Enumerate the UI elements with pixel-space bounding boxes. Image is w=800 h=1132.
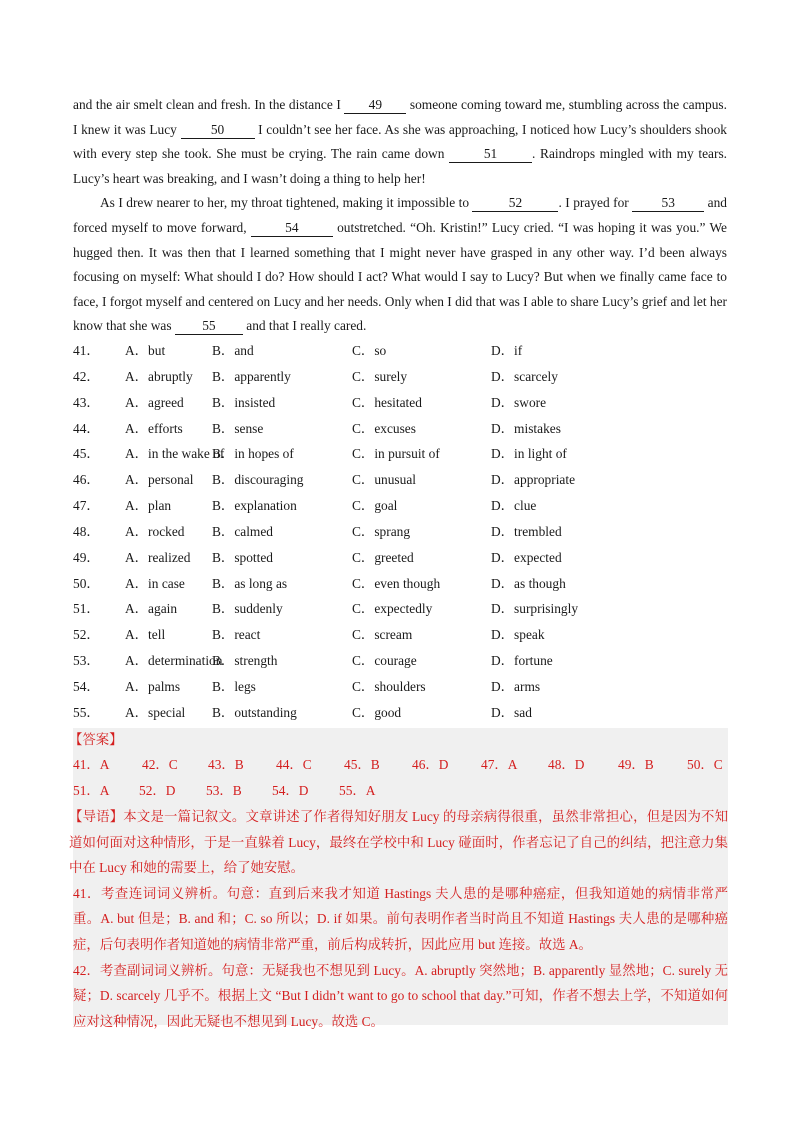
blank-53: 53 xyxy=(632,194,704,212)
blank-49: 49 xyxy=(344,96,406,114)
answer-key-item: 47．A xyxy=(481,757,518,772)
option-row-54 xyxy=(73,674,733,700)
option-c: C．goal xyxy=(352,498,398,514)
cloze-passage xyxy=(73,93,727,339)
option-b: B．react xyxy=(212,627,261,643)
option-b: B．sense xyxy=(212,420,264,436)
option-b: B．outstanding xyxy=(212,704,297,720)
option-b: B．legs xyxy=(212,678,256,694)
answer-section xyxy=(69,728,728,1029)
option-b: B．calmed xyxy=(212,523,273,539)
answer-key-item: 46．D xyxy=(412,757,449,772)
question-number: 47． xyxy=(73,498,100,514)
option-c: C．scream xyxy=(352,627,413,643)
passage-text: and forced myself to move forward, xyxy=(73,195,728,235)
option-a: A．personal xyxy=(125,472,194,488)
passage-text: outstretched. “Oh. Kristin!” Lucy cried. “I was hoping it was you.” We hugged then. It was then that I learned something that I might never have grasped in any other way. I’d been always focusing on myself: What should I do? How should I act? What would I say to Lucy? But when we finally came face to face, I forgot myself and centered on Lucy and her needs. Only when I did that was I able to share Lucy’s grief and let her know that she was xyxy=(73,219,727,334)
passage-text: I couldn’t see her face. As she was approaching, I noticed how Lucy’s shoulders shook with every step she took. She must be crying. The rain came down xyxy=(73,121,728,162)
option-b: B．explanation xyxy=(212,498,297,514)
answer-key-item: 44．C xyxy=(276,757,312,772)
passage-paragraph-2 xyxy=(73,191,727,339)
option-a: A．tell xyxy=(125,627,166,643)
answer-key-row-2 xyxy=(73,778,728,804)
answer-title: 【答案】 xyxy=(69,732,123,747)
option-b: B．spotted xyxy=(212,549,274,565)
blank-50: 50 xyxy=(181,121,255,139)
question-number: 48． xyxy=(73,523,100,539)
option-d: D．if xyxy=(491,343,523,358)
option-b: B．in hopes of xyxy=(212,446,294,462)
option-d: D．surprisingly xyxy=(491,601,579,617)
explanation-41: 41．考查连词词义辨析。句意：直到后来我才知道 Hastings 夫人患的是哪种癌症，但我知道她的病情非常严重。A. but 但是；B. and 和；C. so 所以；D. if 如果。前句表明作者当时尚且不知道 Hastings 夫人患的是哪种癌症，后句表明作者知道她的病情非常严重，前后构成转折，因此应用 but 连接。故选 A。 xyxy=(73,885,728,952)
explanation-42: 42．考查副词词义辨析。句意：无疑我也不想见到 Lucy。A. abruptly 突然地；B. apparently 显然地；C. surely 无疑；D. scarcely 几乎不。根据上文 “But I didn’t want to go to school that day.”可知，作者不想去上学，不知道如何应对这种情况，因此无疑也不想见到 Lucy。故选 C。 xyxy=(73,962,728,1029)
option-c: C．in pursuit of xyxy=(352,446,440,462)
option-row-46 xyxy=(73,467,733,493)
answer-key-item: 43．B xyxy=(208,757,244,772)
answer-key-row-1 xyxy=(73,752,728,778)
question-number: 44． xyxy=(73,420,100,436)
answer-key-item: 48．D xyxy=(548,757,585,772)
option-a: A．in the wake of xyxy=(125,446,225,462)
option-row-44 xyxy=(73,416,733,442)
option-b: B．and xyxy=(212,343,254,358)
option-b: B．as long as xyxy=(212,575,288,591)
option-d: D．expected xyxy=(491,549,562,565)
option-c: C．courage xyxy=(352,653,417,669)
option-c: C．hesitated xyxy=(352,394,422,410)
passage-text: . I prayed for xyxy=(558,195,633,211)
option-a: A．abruptly xyxy=(125,368,193,384)
option-row-45 xyxy=(73,441,733,467)
option-d: D．fortune xyxy=(491,653,553,669)
option-b: B．apparently xyxy=(212,368,291,384)
question-number: 41． xyxy=(73,343,100,358)
option-a: A．efforts xyxy=(125,420,183,436)
option-row-47 xyxy=(73,493,733,519)
answer-content xyxy=(69,728,728,1034)
answer-key-item: 55．A xyxy=(339,783,376,798)
answer-key-item: 42．C xyxy=(142,757,178,772)
answer-key-item: 53．B xyxy=(206,783,242,798)
option-row-42 xyxy=(73,364,733,390)
answer-key-item: 51．A xyxy=(73,783,110,798)
option-c: C．unusual xyxy=(352,472,416,488)
passage-text: and that I really cared. xyxy=(242,318,367,334)
blank-51: 51 xyxy=(449,145,532,163)
option-row-50 xyxy=(73,571,733,597)
question-number: 45． xyxy=(73,446,100,462)
option-d: D．swore xyxy=(491,394,547,410)
option-c: C．so xyxy=(352,343,387,358)
option-d: D．sad xyxy=(491,704,532,720)
option-c: C．excuses xyxy=(352,420,416,436)
question-number: 55． xyxy=(73,704,100,720)
option-row-51 xyxy=(73,596,733,622)
option-c: C．even though xyxy=(352,575,441,591)
answer-intro: 【导语】本文是一篇记叙文。文章讲述了作者得知好朋友 Lucy 的母亲病得很重，虽然非常担心，但是因为不知道如何面对这种情形，于是一直躲着 Lucy，最终在学校中和 Lucy 碰面时，作者忘记了自己的纠结，把注意力集中在 Lucy 和她的需要上，给了她安慰。 xyxy=(69,809,728,876)
answer-key-item: 52．D xyxy=(139,783,176,798)
option-d: D．mistakes xyxy=(491,420,561,436)
option-d: D．clue xyxy=(491,498,537,514)
option-row-52 xyxy=(73,622,733,648)
option-row-48 xyxy=(73,519,733,545)
option-d: D．in light of xyxy=(491,446,567,462)
option-a: A．realized xyxy=(125,549,191,565)
options-list xyxy=(73,338,733,726)
option-row-41 xyxy=(73,338,733,364)
question-number: 42． xyxy=(73,368,100,384)
option-a: A．special xyxy=(125,704,186,720)
option-a: A．plan xyxy=(125,498,172,514)
option-a: A．again xyxy=(125,601,178,617)
answer-key-item: 45．B xyxy=(344,757,380,772)
blank-54: 54 xyxy=(251,219,333,237)
question-number: 53． xyxy=(73,653,100,669)
option-row-49 xyxy=(73,545,733,571)
passage-paragraph-1 xyxy=(73,93,727,191)
passage-text: As I drew nearer to her, my throat tightened, making it impossible to xyxy=(100,195,473,211)
question-number: 52． xyxy=(73,627,100,643)
passage-text: and the air smelt clean and fresh. In the distance I xyxy=(73,97,345,112)
question-number: 50． xyxy=(73,575,100,591)
option-a: A．agreed xyxy=(125,394,184,410)
option-d: D．speak xyxy=(491,627,545,643)
answer-key-item: 49．B xyxy=(618,757,654,772)
question-number: 49． xyxy=(73,549,100,565)
option-b: B．discouraging xyxy=(212,472,304,488)
option-a: A．determination xyxy=(125,653,223,669)
option-c: C．sprang xyxy=(352,523,411,539)
option-c: C．expectedly xyxy=(352,601,433,617)
question-number: 54． xyxy=(73,678,100,694)
option-d: D．appropriate xyxy=(491,472,576,488)
blank-55: 55 xyxy=(175,317,243,335)
option-d: D．trembled xyxy=(491,523,562,539)
option-row-43 xyxy=(73,390,733,416)
option-c: C．shoulders xyxy=(352,678,426,694)
option-c: C．greeted xyxy=(352,549,414,565)
option-row-53 xyxy=(73,648,733,674)
answer-key-item: 41．A xyxy=(73,757,110,772)
answer-key-item: 54．D xyxy=(272,783,309,798)
option-row-55 xyxy=(73,700,733,726)
option-d: D．arms xyxy=(491,678,541,694)
option-a: A．in case xyxy=(125,575,185,591)
option-b: B．suddenly xyxy=(212,601,283,617)
option-d: D．as though xyxy=(491,575,566,591)
question-number: 43． xyxy=(73,394,100,410)
option-a: A．palms xyxy=(125,678,181,694)
option-c: C．good xyxy=(352,704,402,720)
option-b: B．insisted xyxy=(212,394,276,410)
option-c: C．surely xyxy=(352,368,408,384)
option-d: D．scarcely xyxy=(491,368,558,384)
answer-key-item: 50．C xyxy=(687,757,723,772)
option-a: A．rocked xyxy=(125,523,185,539)
blank-52: 52 xyxy=(472,194,558,212)
option-b: B．strength xyxy=(212,653,278,669)
question-number: 46． xyxy=(73,472,100,488)
passage-text: . Raindrops mingled with my tears. Lucy’s heart was breaking, and I wasn’t doing a thing to help her! xyxy=(73,146,728,186)
passage-text: someone coming toward me, stumbling across the campus. I knew it was Lucy xyxy=(73,97,727,137)
question-number: 51． xyxy=(73,601,100,617)
option-a: A．but xyxy=(125,343,166,358)
